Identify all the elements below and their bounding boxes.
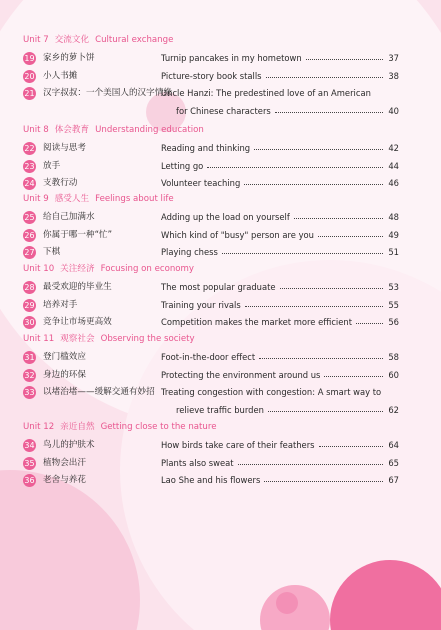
dot-leader [318, 236, 383, 237]
toc-entry[interactable] [0, 52, 441, 66]
lesson-title-en: Which kind of "busy" person are you [161, 229, 314, 240]
lesson-number-badge: 21 [24, 89, 35, 98]
page-number: 42 [388, 143, 399, 153]
lesson-number-badge: 25 [24, 213, 35, 222]
dot-leader [319, 446, 383, 447]
dot-leader [254, 149, 383, 150]
lesson-number-badge: 26 [24, 230, 35, 240]
lesson-number-badge: 24 [24, 179, 35, 188]
unit-title-zh: 感受人生 [54, 194, 90, 204]
toc-entry[interactable] [0, 299, 441, 313]
unit-title-zh: 观察社会 [60, 334, 95, 344]
page-number: 60 [388, 369, 399, 380]
page-number: 62 [388, 404, 399, 415]
dot-leader [275, 112, 383, 113]
toc-entry[interactable] [0, 439, 441, 453]
lesson-title-en-continued: relieve traffic burden [176, 404, 264, 415]
lesson-number-badge: 30 [24, 318, 35, 327]
lesson-number-badge: 36 [24, 476, 35, 485]
lesson-number-badge: 32 [24, 370, 35, 380]
dot-leader [259, 358, 383, 359]
lesson-title-zh: 你属于哪一种“忙” [43, 229, 113, 240]
dot-leader [294, 218, 383, 219]
unit-title-zh: 交流文化 [54, 35, 90, 45]
lesson-number-badge: 19 [24, 54, 35, 63]
unit-label: Unit 9 [23, 194, 49, 204]
toc-entry[interactable] [0, 160, 441, 174]
lesson-number-badge: 29 [24, 300, 35, 310]
page-number: 67 [388, 475, 399, 485]
unit-title-en: Focusing on economy [100, 264, 194, 274]
page-number: 51 [388, 247, 399, 257]
lesson-title-en: Adding up the load on yourself [161, 212, 290, 222]
lesson-title-zh: 老舍与养花 [43, 475, 86, 485]
lesson-number-badge: 34 [24, 441, 35, 450]
lesson-number-badge: 28 [24, 283, 35, 292]
toc-entry[interactable] [0, 177, 441, 191]
unit-title-en: Feelings about life [95, 194, 174, 204]
unit-title-en: Cultural exchange [95, 35, 174, 45]
toc-entry[interactable] [0, 229, 441, 243]
dot-leader [306, 59, 383, 60]
lesson-title-zh: 身边的环保 [43, 369, 86, 380]
page-number: 56 [388, 317, 399, 327]
toc-entry[interactable] [0, 369, 441, 383]
lesson-title-zh: 竞争让市场更高效 [43, 317, 112, 327]
lesson-title-zh: 以堵治堵——缓解交通有妙招 [43, 387, 155, 397]
lesson-number-badge: 31 [24, 353, 35, 362]
toc-entry[interactable] [0, 316, 441, 330]
dot-leader [268, 411, 383, 412]
lesson-title-en-continued: for Chinese characters [176, 105, 271, 116]
lesson-title-zh: 阅读与思考 [43, 143, 86, 153]
unit-title-en: Observing the society [100, 334, 195, 344]
lesson-title-en: Plants also sweat [161, 457, 234, 468]
dot-leader [264, 481, 383, 482]
lesson-title-en: Competition makes the market more efficient [161, 317, 353, 327]
unit-label: Unit 12 [23, 422, 55, 432]
lesson-title-zh: 最受欢迎的毕业生 [43, 282, 112, 292]
unit-label: Unit 7 [23, 35, 49, 45]
toc-entry[interactable] [0, 70, 441, 84]
unit-header [23, 192, 180, 204]
lesson-title-en: Lao She and his flowers [161, 475, 261, 485]
dot-leader [238, 464, 383, 465]
toc-entry[interactable] [0, 281, 441, 295]
lesson-title-en: How birds take care of their feathers [161, 440, 315, 450]
toc-entry[interactable] [0, 386, 441, 400]
lesson-title-zh: 家乡的萝卜饼 [43, 53, 95, 63]
dot-leader [222, 253, 383, 254]
toc-entry-continued[interactable] [0, 404, 441, 418]
lesson-title-en: Playing chess [161, 247, 218, 257]
lesson-title-zh: 登门槛效应 [43, 352, 86, 362]
page-number: 37 [388, 53, 399, 63]
dot-leader [324, 376, 383, 377]
unit-header [23, 33, 179, 45]
page-number: 40 [388, 105, 399, 116]
dot-leader [207, 167, 383, 168]
lesson-number-badge: 23 [24, 161, 35, 171]
lesson-title-zh: 放手 [43, 160, 61, 171]
lesson-title-en: Training your rivals [161, 299, 241, 310]
lesson-number-badge: 33 [24, 388, 35, 397]
page-number: 64 [388, 440, 399, 450]
lesson-number-badge: 35 [24, 458, 35, 468]
unit-header [23, 262, 200, 274]
toc-entry[interactable] [0, 142, 441, 156]
lesson-number-badge: 22 [24, 144, 35, 153]
lesson-title-zh: 下棋 [43, 247, 61, 257]
page-number: 53 [388, 282, 399, 292]
dot-leader [280, 288, 383, 289]
unit-label: Unit 8 [23, 125, 49, 135]
dot-leader [266, 77, 383, 78]
page-number: 38 [388, 70, 399, 81]
toc-entry[interactable] [0, 457, 441, 471]
unit-label: Unit 11 [23, 334, 55, 344]
background-circle [0, 470, 140, 630]
lesson-number-badge: 27 [24, 248, 35, 257]
page-number: 55 [388, 299, 399, 310]
lesson-title-zh: 小人书摊 [43, 70, 78, 81]
page-number: 48 [388, 212, 399, 222]
lesson-title-zh: 植物会出汗 [43, 457, 86, 468]
lesson-title-en: Volunteer teaching [161, 178, 241, 188]
lesson-number-badge: 20 [24, 71, 35, 81]
page-number: 49 [388, 229, 399, 240]
unit-header [23, 420, 223, 432]
dot-leader [245, 306, 383, 307]
toc-entry[interactable] [0, 474, 441, 488]
lesson-title-en: Protecting the environment around us [161, 369, 321, 380]
toc-entry[interactable] [0, 211, 441, 225]
lesson-title-zh: 汉字叔叔：一个美国人的汉字情缘 [43, 88, 172, 98]
lesson-title-en: The most popular graduate [161, 282, 276, 292]
toc-entry[interactable] [0, 87, 441, 101]
unit-title-zh: 亲近自然 [60, 422, 95, 432]
page-number: 65 [388, 457, 399, 468]
lesson-title-en: Treating congestion with congestion: A smart way to [161, 387, 382, 397]
dot-leader [356, 323, 383, 324]
dot-leader [244, 184, 383, 185]
unit-title-zh: 体会教育 [54, 125, 90, 135]
unit-title-en: Getting close to the nature [100, 422, 217, 432]
unit-label: Unit 10 [23, 264, 55, 274]
lesson-title-en: Turnip pancakes in my hometown [161, 53, 302, 63]
page-number: 44 [388, 160, 399, 171]
lesson-title-zh: 培养对手 [43, 299, 78, 310]
toc-entry[interactable] [0, 246, 441, 260]
unit-header [23, 332, 201, 344]
lesson-title-en: Picture-story book stalls [161, 70, 262, 81]
lesson-title-en: Reading and thinking [161, 143, 251, 153]
unit-title-en: Understanding education [95, 125, 204, 135]
toc-entry[interactable] [0, 351, 441, 365]
lesson-title-en: Letting go [161, 160, 204, 171]
unit-title-zh: 关注经济 [60, 264, 95, 274]
page-number: 58 [388, 352, 399, 362]
lesson-title-zh: 给自己加满水 [43, 212, 95, 222]
lesson-title-en: Foot-in-the-door effect [161, 352, 256, 362]
background-circle [276, 592, 298, 614]
lesson-title-zh: 支教行动 [43, 178, 78, 188]
toc-entry-continued[interactable] [0, 105, 441, 119]
lesson-title-en: Uncle Hanzi: The predestined love of an American [161, 88, 371, 98]
lesson-title-zh: 鸟儿的护肤术 [43, 440, 95, 450]
page-number: 46 [388, 178, 399, 188]
unit-header [23, 123, 210, 135]
